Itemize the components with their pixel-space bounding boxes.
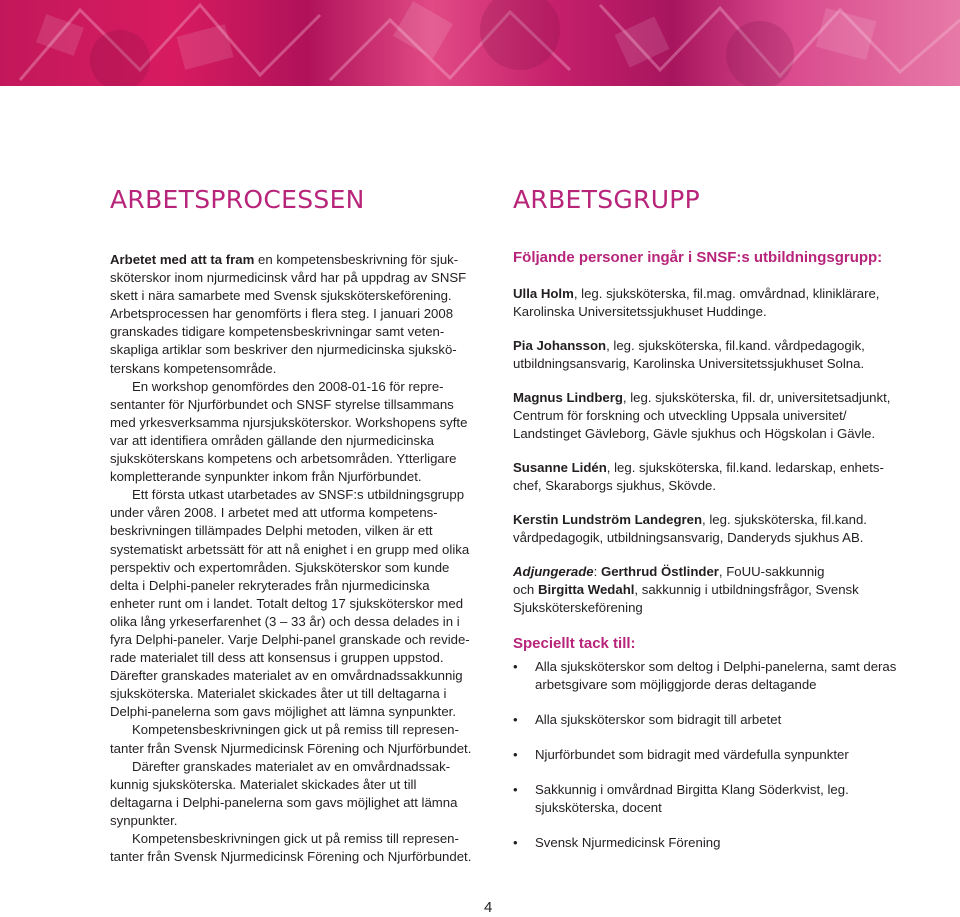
member-1: Ulla Holm, leg. sjuksköterska, fil.mag. omvårdnad, kliniklärare, Karolinska Universitetssjukhuset Huddinge. [513,286,880,319]
member-3: Magnus Lindberg, leg. sjuksköterska, fil. dr, universitetsadjunkt, Centrum för forskning och utveckling Uppsala universitet/ Landstinget Gävleborg, Gävle sjukhus och Högskolan i Gävle. [513,390,891,441]
group-intro: Följande personer ingår i SNSF:s utbildningsgrupp: [513,249,883,266]
banner-pattern [0,0,960,86]
bullet-icon: • [513,835,518,850]
list-item: • Sakkunnig i omvårdnad Birgitta Klang Söderkvist, leg. sjuksköterska, docent [513,782,849,815]
header-banner-image [0,0,960,86]
bullet-icon: • [513,659,518,674]
bullet-icon: • [513,747,518,762]
member-2: Pia Johansson, leg. sjuksköterska, fil.kand. vårdpedagogik, utbildningsansvarig, Karolinska Universitetssjukhuset Solna. [513,338,865,371]
page-number: 4 [484,899,493,916]
process-paragraph-2: En workshop genomfördes den 2008-01-16 för representanter för Njurförbundet och SNSF styrelse tillsammans med yrkesverksamma njursjuksköterskor. Workshopens syfte var att identifiera områden gällande den njurmedicinska sjuksköterskans kompetens och arbetsområden. Ytterligare kompletterande synpunkter inkom från Njurförbundet. [110,378,468,485]
list-item: • Svensk Njurmedicinsk Förening [513,835,721,850]
bullet-icon: • [513,782,518,797]
process-paragraph-1: Arbetet med att ta fram en kompetensbeskrivning för sjuksköterskor inom njurmedicinsk vård har på uppdrag av SNSF skett i nära samarbete med Svensk sjuksköterskeförening. Arbetsprocessen har genomförts i flera steg. I januari 2008 granskades tidigare kompetensbeskrivningar samt vetenskapliga artiklar som beskriver den njurmedicinska sjuksköterskans kompetensområde. [110,252,467,376]
list-item: • Alla sjuksköterskor som deltog i Delphi-panelerna, samt deras arbetsgivare som möjliggjorde deras deltagande [513,659,897,692]
process-paragraph-4: Kompetensbeskrivningen gick ut på remiss till representanter från Svensk Njurmedicinsk Förening och Njurförbundet. [110,722,472,756]
group-column [513,249,898,869]
list-item: • Njurförbundet som bidragit med värdefulla synpunkter [513,747,849,762]
thanks-list [513,658,898,852]
process-paragraph-5: Därefter granskades materialet av en omvårdnadssakkunnig sjuksköterska. Materialet skickades åter ut till deltagarna i Delphi-panelerna som gavs möjlighet att lämna synpunkter. [110,758,458,828]
member-4: Susanne Lidén, leg. sjuksköterska, fil.kand. ledarskap, enhetschef, Skaraborgs sjukhus, Skövde. [513,460,884,493]
bullet-icon: • [513,712,518,727]
process-column [110,251,475,866]
process-paragraph-6: Kompetensbeskrivningen gick ut på remiss till representanter från Svensk Njurmedicinsk Förening och Njurförbundet. [110,831,472,865]
member-5: Kerstin Lundström Landegren, leg. sjuksköterska, fil.kand. vårdpedagogik, utbildningsansvarig, Danderyds sjukhus AB. [513,512,867,545]
left-heading: ARBETSPROCESSEN [110,185,365,214]
right-heading: ARBETSGRUPP [513,185,701,214]
list-item: • Alla sjuksköterskor som bidragit till arbetet [513,712,782,727]
thanks-heading: Speciellt tack till: [513,635,636,652]
process-paragraph-3: Ett första utkast utarbetades av SNSF:s utbildningsgrupp under våren 2008. I arbetet med att utforma kompetensbeskrivningen tillämpades Delphi metoden, vilken är ett systematiskt arbetssätt för att nå enighet i en grupp med olika perspektiv och expertområden. Sjuksköterskor som kunde delta i Delphi-paneler rekryterades från njurmedicinska enheter runt om i landet. Totalt deltog 17 sjuksköterskor med olika lång yrkeserfarenhet (3 – 33 år) och dessa delades in i fyra Delphi-paneler. Varje Delphi-panel granskade och reviderade materialet till dess att konsensus i gruppen uppstod. Därefter granskades materialet av en omvårdnadssakkunnig sjuksköterska. Materialet skickades åter ut till deltagarna i Delphi-panelerna som gavs möjlighet att lämna synpunkter. [110,487,470,720]
adjunct-members: Adjungerade: Gerthrud Östlinder, FoUU-sakkunnig och Birgitta Wedahl, sakkunnig i utbildningsfrågor, Svensk Sjuksköterskeförening [513,564,859,615]
lead-in: Arbetet med att ta fram [110,252,255,267]
